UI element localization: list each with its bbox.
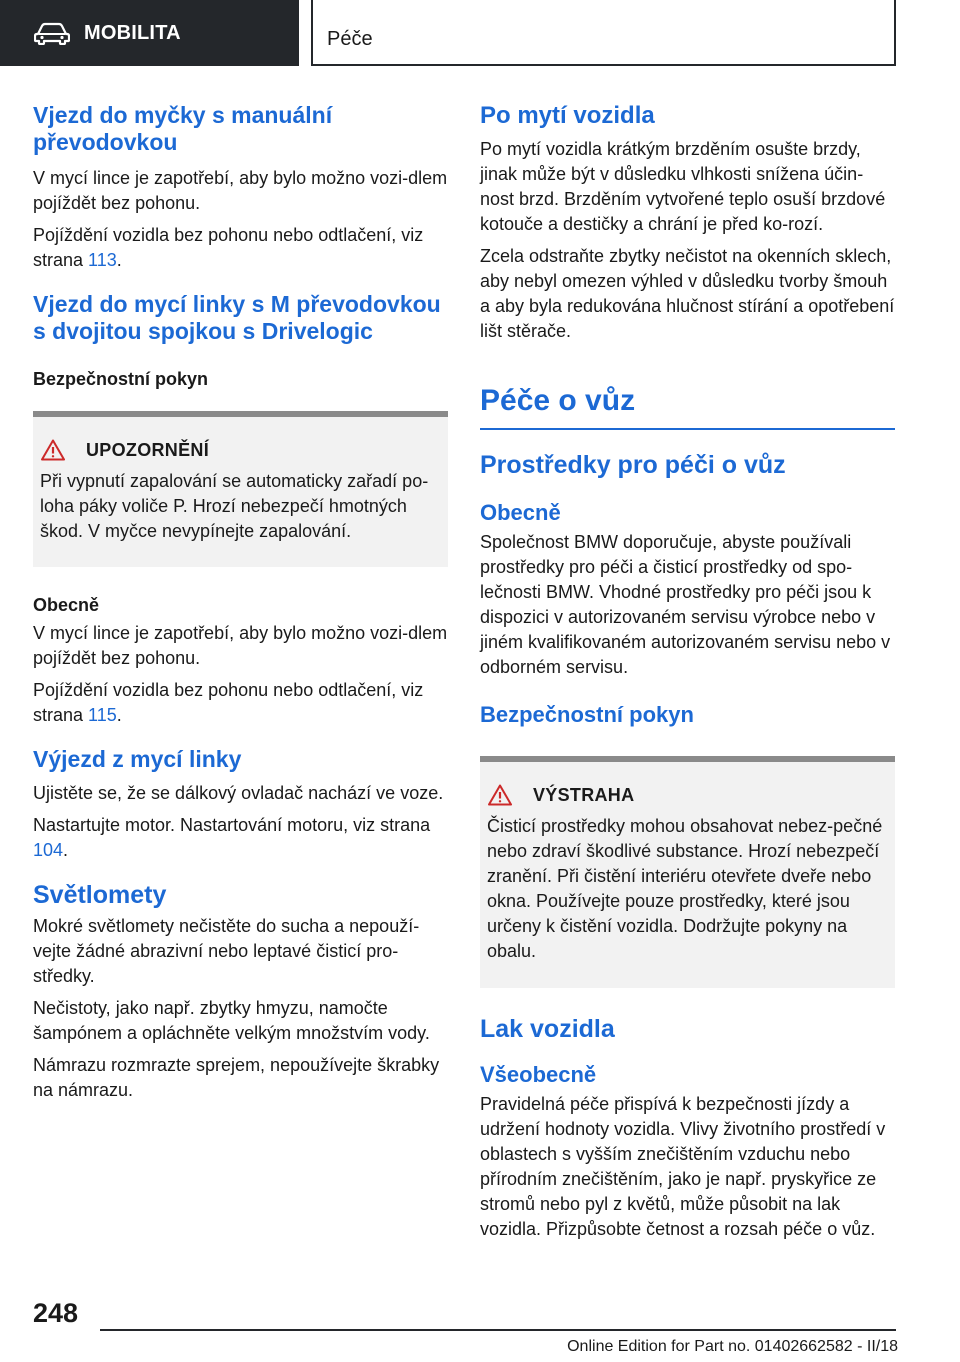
section-tab-mobilita[interactable] [0, 0, 299, 66]
general-heading: Všeobecně [480, 1062, 597, 1087]
right-column [480, 102, 895, 1249]
safety-note-heading: Bezpečnostní pokyn [33, 369, 209, 389]
paragraph: Pravidelná péče přispívá k bezpečnosti jízdy a udržení hodnoty vozidla. Vlivy životního prostředí v oblastech s vyšším znečištěním vzduchu nebo přírodním znečištěním, jako je např. pryskyřice ze stromů nebo pyl z květů, může působit na lak vozidla. Přizpůsobte četnost a rozsah péče o vůz. [480, 1094, 886, 1239]
footer-divider [100, 1329, 896, 1331]
warning-triangle-icon [488, 784, 512, 806]
page-link-115[interactable]: 115 [88, 705, 117, 725]
edition-note: Online Edition for Part no. 01402662582 - II/18 [567, 1338, 898, 1355]
paragraph-with-link: Pojíždění vozidla bez pohonu nebo odtlačení, viz strana 113. [33, 225, 424, 270]
page-link-104[interactable]: 104 [33, 840, 64, 860]
safety-note-heading: Bezpečnostní pokyn [480, 702, 694, 727]
heading-headlights: Světlomety [33, 881, 167, 909]
paragraph: V mycí lince je zapotřebí, aby bylo možno vozi-dlem pojíždět bez pohonu. [33, 168, 448, 213]
warning-label: VÝSTRAHA [533, 784, 635, 805]
warning-text: Čisticí prostředky mohou obsahovat nebez-pečné nebo zdraví škodlivé substance. Hrozí nebezpečí zranění. Při čistění interiéru otevřete dveře nebo okna. Používejte pouze prostředky, které jsou určeny k čistění vozidla. Dodržujte pokyny na obalu. [487, 816, 883, 961]
paragraph: Mokré světlomety nečistěte do sucha a nepouží-vejte žádné abrazivní nebo leptavé čisticí pro-středky. [33, 916, 420, 986]
warning-triangle-icon [41, 439, 65, 461]
warning-label: UPOZORNĚNÍ [86, 439, 210, 460]
heading-manual-transmission: Vjezd do myčky s manuální převodovkou [33, 102, 333, 155]
heading-care-products: Prostředky pro péči o vůz [480, 451, 786, 479]
chapter-tab-pece[interactable] [311, 0, 896, 66]
paragraph: Po mytí vozidla krátkým brzděním osušte brzdy, jinak může být v důsledku vlhkosti snížena účin-nost brzd. Brzděním vytvořené teplo osuší brzdové kotouče a destičky a chrání je před ko-rozí. [480, 139, 886, 234]
paragraph: Nečistoty, jako např. zbytky hmyzu, namočte šampónem a opláchněte velkým množstvím vody. [33, 998, 430, 1043]
paragraph: V mycí lince je zapotřebí, aby bylo možno vozi-dlem pojíždět bez pohonu. [33, 623, 448, 668]
warning-box [480, 756, 895, 988]
paragraph: Společnost BMW doporučuje, abyste používali prostředky pro péči a čisticí prostředky od spo-lečnosti BMW. Vhodné prostředky pro péči jsou k dispozici v autorizovaném servisu výrobce nebo v jiném kvalifikovaném autorizovaném servisu nebo v odborném servisu. [480, 532, 891, 677]
warning-text: Při vypnutí zapalování se automaticky zařadí po-loha páky voliče P. Hrozí nebezpečí hmotných škod. V myčce nevypínejte zapalování. [40, 471, 429, 541]
heading-paint: Lak vozidla [480, 1015, 615, 1043]
warning-box [33, 411, 448, 567]
general-heading: Obecně [480, 500, 561, 525]
chapter-tab-label: Péče [327, 28, 373, 50]
car-icon [34, 21, 70, 45]
paragraph: Ujistěte se, že se dálkový ovladač nachází ve voze. [33, 783, 444, 803]
heading-after-wash: Po mytí vozidla [480, 102, 655, 129]
left-column [33, 102, 448, 1110]
heading-car-care: Péče o vůz [480, 384, 895, 430]
general-heading: Obecně [33, 595, 100, 615]
heading-dual-clutch: Vjezd do mycí linky s M převodovkou s dvojitou spojkou s Drivelogic [33, 291, 441, 344]
section-tab-label: MOBILITA [84, 21, 181, 44]
page-header [0, 0, 960, 66]
heading-exit-wash: Výjezd z mycí linky [33, 746, 242, 772]
page-link-113[interactable]: 113 [88, 250, 117, 270]
paragraph: Námrazu rozmrazte sprejem, nepoužívejte škrabky na námrazu. [33, 1055, 440, 1100]
page-number: 248 [33, 1298, 79, 1328]
paragraph-with-link: Pojíždění vozidla bez pohonu nebo odtlačení, viz strana 115. [33, 680, 424, 725]
paragraph: Zcela odstraňte zbytky nečistot na okenních sklech, aby nebyl omezen výhled v důsledku tvorby šmouh a aby byla redukována hlučnost stírání a opotřebení lišt stěrače. [480, 246, 895, 341]
paragraph-with-link: Nastartujte motor. Nastartování motoru, viz strana 104. [33, 815, 431, 860]
